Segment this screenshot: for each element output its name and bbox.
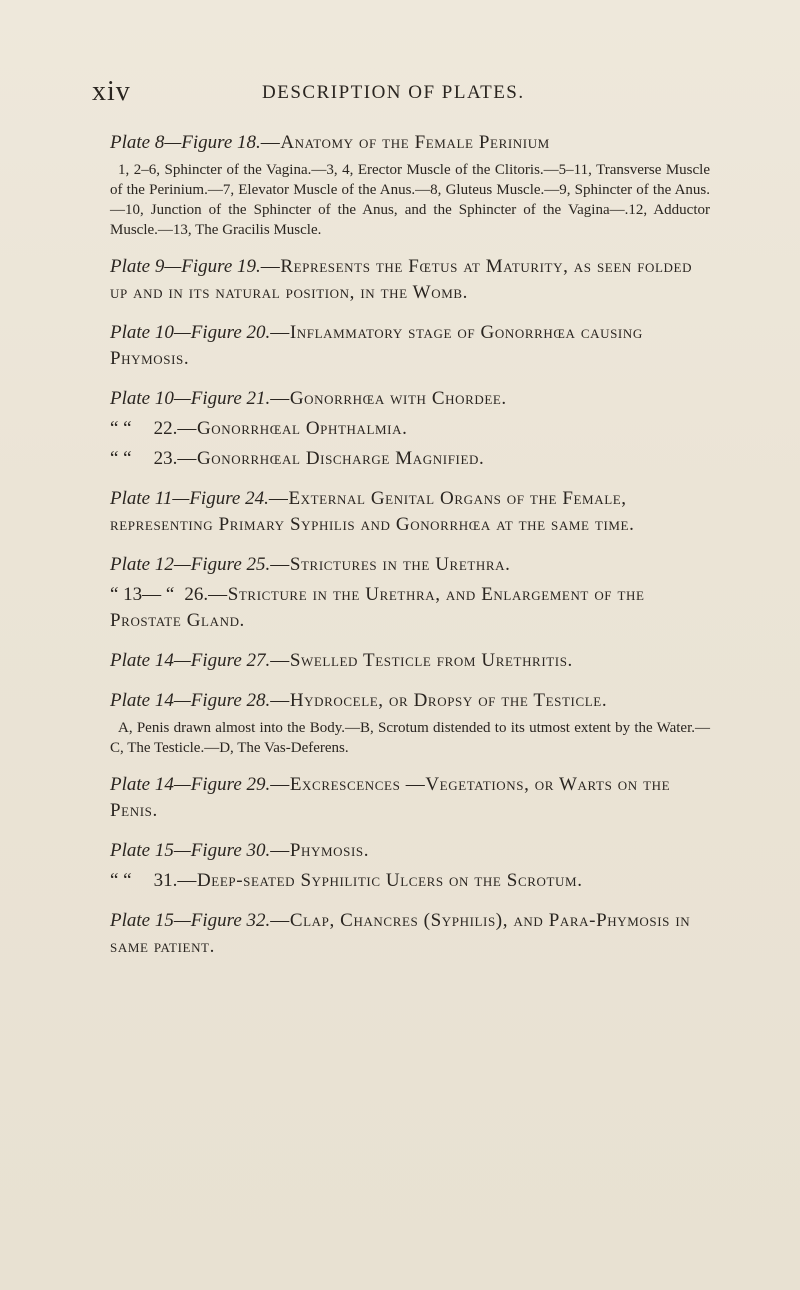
entry-heading xyxy=(110,386,710,412)
plate-entry-fig-29 xyxy=(110,772,710,824)
entry-label: Plate 12—Figure 25. xyxy=(110,554,271,575)
entry-label: Plate 8—Figure 18. xyxy=(110,132,261,153)
plate-descriptions xyxy=(110,130,710,974)
plate-entry-fig-20 xyxy=(110,320,710,372)
plate-entry-fig-28 xyxy=(110,688,710,758)
plate-entry-fig-25 xyxy=(110,552,710,578)
entry-label: Plate 11—Figure 24. xyxy=(110,488,269,509)
entry-title: —Gonorrhœa with Chordee. xyxy=(270,388,507,409)
entry-label: Plate 10—Figure 21. xyxy=(110,388,271,409)
plate-entry-fig-23 xyxy=(110,446,710,472)
page-header xyxy=(92,76,720,116)
entry-heading xyxy=(110,130,710,156)
entry-label: 26. xyxy=(184,584,209,605)
entry-heading xyxy=(110,254,710,306)
entry-label: Plate 15—Figure 30. xyxy=(110,840,271,861)
entry-label: Plate 10—Figure 20. xyxy=(110,322,271,343)
plate-entry-fig-24 xyxy=(110,486,710,538)
entry-title: —External Genital Organs of the Female, representing Primary Syphilis and Gonorrhœa at the same time. xyxy=(110,488,635,535)
entry-label: 23. xyxy=(153,448,178,469)
entry-heading xyxy=(110,772,710,824)
entry-title: —Clap, Chancres (Syphilis), and Para-Phymosis in same patient. xyxy=(110,910,691,957)
entry-description: 1, 2–6, Sphincter of the Vagina.—3, 4, Erector Muscle of the Clitoris.—5–11, Transverse Muscle of the Perinium.—7, Elevator Muscle of the Anus.—8, Gluteus Muscle.—9, Sphincter of the Anus.—10, Junction of the Sphincter of the Anus, and the Sphincter of the Vagina—.12, Adductor Muscle.—13, The Gracilis Muscle. xyxy=(110,162,710,238)
plate-entry-fig-31 xyxy=(110,868,710,894)
entry-heading xyxy=(110,688,710,714)
ditto-mark: “ “ xyxy=(110,418,132,439)
ditto-mark: “ 13— “ xyxy=(110,584,175,605)
entry-label: Plate 14—Figure 27. xyxy=(110,650,271,671)
entry-title: —Gonorrhœal Discharge Magnified. xyxy=(177,448,485,469)
plate-entry-fig-30 xyxy=(110,838,710,864)
plate-entry-fig-21 xyxy=(110,386,710,412)
entry-title: —Swelled Testicle from Urethritis. xyxy=(270,650,573,671)
entry-title: —Phymosis. xyxy=(270,840,370,861)
entry-heading xyxy=(110,486,710,538)
entry-heading xyxy=(110,320,710,372)
entry-title: —Gonorrhœal Ophthalmia. xyxy=(177,418,408,439)
running-head: DESCRIPTION OF PLATES. xyxy=(262,82,525,103)
entry-heading xyxy=(110,552,710,578)
ditto-mark: “ “ xyxy=(110,448,132,469)
entry-heading xyxy=(110,868,710,894)
entry-title: —Excrescences —Vegetations, or Warts on the Penis. xyxy=(110,774,671,821)
ditto-mark: “ “ xyxy=(110,870,132,891)
plate-entry-fig-26 xyxy=(110,582,710,634)
page-number: xiv xyxy=(92,76,131,107)
entry-title: —Represents the Fœtus at Maturity, as seen folded up and in its natural position, in the Womb. xyxy=(110,256,693,303)
entry-title: —Deep-seated Syphilitic Ulcers on the Scrotum. xyxy=(177,870,583,891)
entry-title: —Stricture in the Urethra, and Enlargement of the Prostate Gland. xyxy=(110,584,645,631)
entry-heading xyxy=(110,416,710,442)
entry-heading xyxy=(110,838,710,864)
entry-heading xyxy=(110,446,710,472)
plate-entry-fig-19 xyxy=(110,254,710,306)
entry-title: —Anatomy of the Female Perinium xyxy=(260,132,550,153)
entry-description: A, Penis drawn almost into the Body.—B, Scrotum distended to its utmost extent by the Water.—C, The Testicle.—D, The Vas-Deferens. xyxy=(110,720,710,756)
entry-label: 31. xyxy=(153,870,178,891)
entry-title: —Inflammatory stage of Gonorrhœa causing Phymosis. xyxy=(110,322,643,369)
entry-label: Plate 14—Figure 28. xyxy=(110,690,271,711)
entry-heading xyxy=(110,582,710,634)
entry-label: 22. xyxy=(153,418,178,439)
plate-entry-fig-18 xyxy=(110,130,710,240)
entry-label: Plate 14—Figure 29. xyxy=(110,774,271,795)
entry-heading xyxy=(110,648,710,674)
entry-label: Plate 15—Figure 32. xyxy=(110,910,271,931)
entry-label: Plate 9—Figure 19. xyxy=(110,256,261,277)
entry-title: —Hydrocele, or Dropsy of the Testicle. xyxy=(270,690,608,711)
plate-entry-fig-22 xyxy=(110,416,710,442)
plate-entry-fig-27 xyxy=(110,648,710,674)
entry-title: —Strictures in the Urethra. xyxy=(270,554,511,575)
entry-heading xyxy=(110,908,710,960)
plate-entry-fig-32 xyxy=(110,908,710,960)
